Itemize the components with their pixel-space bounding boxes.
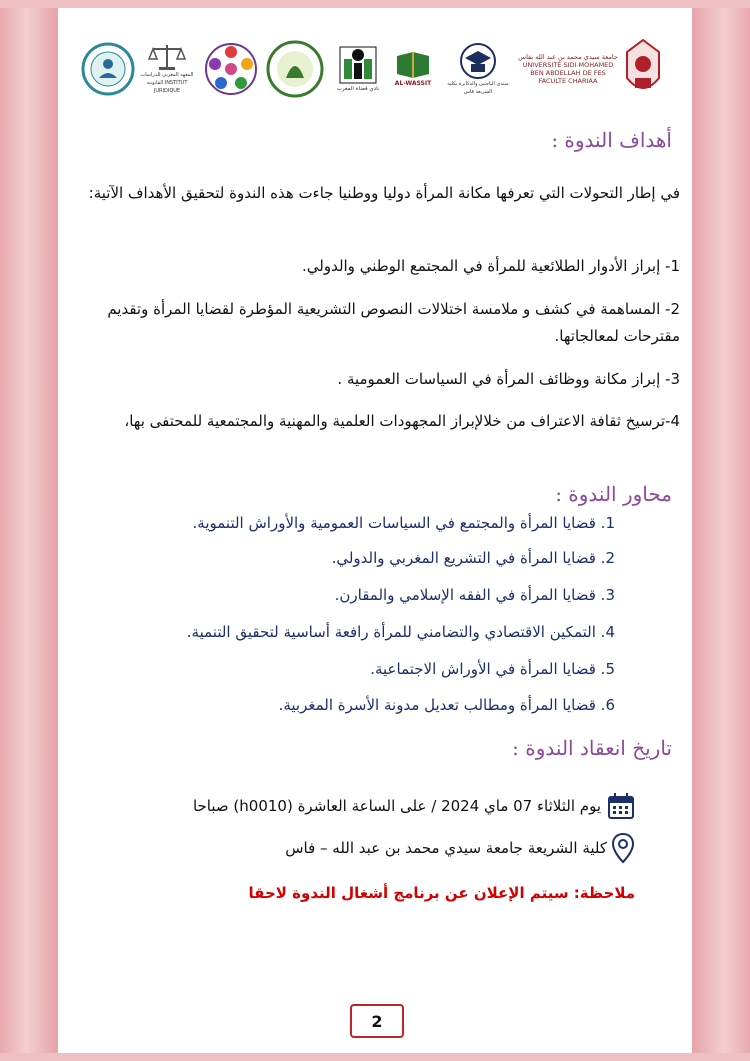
decorative-border-right <box>692 0 750 1061</box>
education-logo <box>80 36 136 102</box>
goal-item-3: 3- إبراز مكانة ووظائف المرأة في السياسات العمومية . <box>337 370 680 388</box>
decorative-border-top <box>0 0 750 8</box>
goal-item-4: 4-ترسيخ ثقافة الاعتراف من خلالإبراز المجهودات العلمية والمهنية والمجتمعية للمحتفى بها، <box>124 412 680 430</box>
association-logo <box>264 36 326 102</box>
axis-item-2: 2. قضايا المرأة في التشريع المغربي والدولي. <box>331 549 615 567</box>
goal-item-2: 2- المساهمة في كشف و ملامسة اختلالات النصوص التشريعية المؤطرة لقضايا المرأة وتقديم مقترحات لمعالجاتها. <box>107 300 680 345</box>
goals-intro: في إطار التحولات التي تعرفها مكانة المرأة دوليا ووطنيا جاءت هذه الندوة لتحقيق الأهداف الآتية: <box>88 184 680 202</box>
date-text: يوم الثلاثاء 07 ماي 2024 / على الساعة العاشرة (h0010) صباحا <box>192 797 601 815</box>
axis-item-5: 5. قضايا المرأة في الأوراش الاجتماعية. <box>370 660 615 678</box>
date-line <box>193 792 635 820</box>
association-emblem-icon <box>266 40 324 98</box>
doctoral-forum-logo: منتدى الباحثين والدكاترة بكلية الشريعة فاس <box>442 36 514 102</box>
goal-item-1: 1- إبراز الأدوار الطلائعية للمرأة في المجتمع الوطني والدولي. <box>301 257 680 275</box>
judges-emblem-icon <box>338 45 378 85</box>
axes-heading: محاور الندوة : <box>555 482 672 506</box>
book-emblem-icon <box>393 50 433 80</box>
axis-item-3: 3. قضايا المرأة في الفقه الإسلامي والمقارن. <box>334 586 615 604</box>
place-line <box>285 832 635 864</box>
announcement-note: ملاحظة: سيتم الإعلان عن برنامج أشغال الندوة لاحقا <box>248 884 635 902</box>
place-text: كلية الشريعة جامعة سيدي محمد بن عبد الله – فاس <box>285 839 607 857</box>
scales-of-justice-icon <box>147 43 187 71</box>
axis-item-4: 4. التمكين الاقتصادي والتضامني للمرأة رافعة أساسية لتحقيق التنمية. <box>186 623 615 641</box>
colorful-emblem-logo <box>202 36 260 102</box>
page-number: 2 <box>350 1004 404 1038</box>
graduation-cap-icon <box>459 42 497 80</box>
schedule-heading: تاريخ انعقاد الندوة : <box>512 736 672 760</box>
legal-institute-logo: المعهد المغربي للدراسات القانونية INSTITUT JURIDIQUE <box>136 36 198 102</box>
partner-logos-row <box>80 36 670 106</box>
university-emblem-icon <box>623 38 663 100</box>
axis-item-6: 6. قضايا المرأة ومطالب تعديل مدونة الأسرة المغربية. <box>278 696 615 714</box>
decorative-border-left <box>0 0 58 1061</box>
axis-item-1: 1. قضايا المرأة والمجتمع في السياسات العمومية والأوراش التنموية. <box>192 514 615 532</box>
decorative-border-bottom <box>0 1053 750 1061</box>
goals-heading: أهداف الندوة : <box>551 128 672 152</box>
judges-club-logo: نادي قضاة المغرب <box>332 36 384 102</box>
alwasiti-logo: AL-WASSIT <box>388 36 438 102</box>
faculty-university-logo: جامعة سيدي محمد بن عبد الله بفاس UNIVERSITÉ SIDI MOHAMED BEN ABDELLAH DE FES FACULTE CHARIAA <box>518 53 618 85</box>
university-logo <box>620 36 666 102</box>
colorful-wheel-icon <box>204 42 258 96</box>
calendar-icon <box>607 792 635 820</box>
location-pin-icon <box>611 832 635 864</box>
education-emblem-icon <box>81 42 135 96</box>
